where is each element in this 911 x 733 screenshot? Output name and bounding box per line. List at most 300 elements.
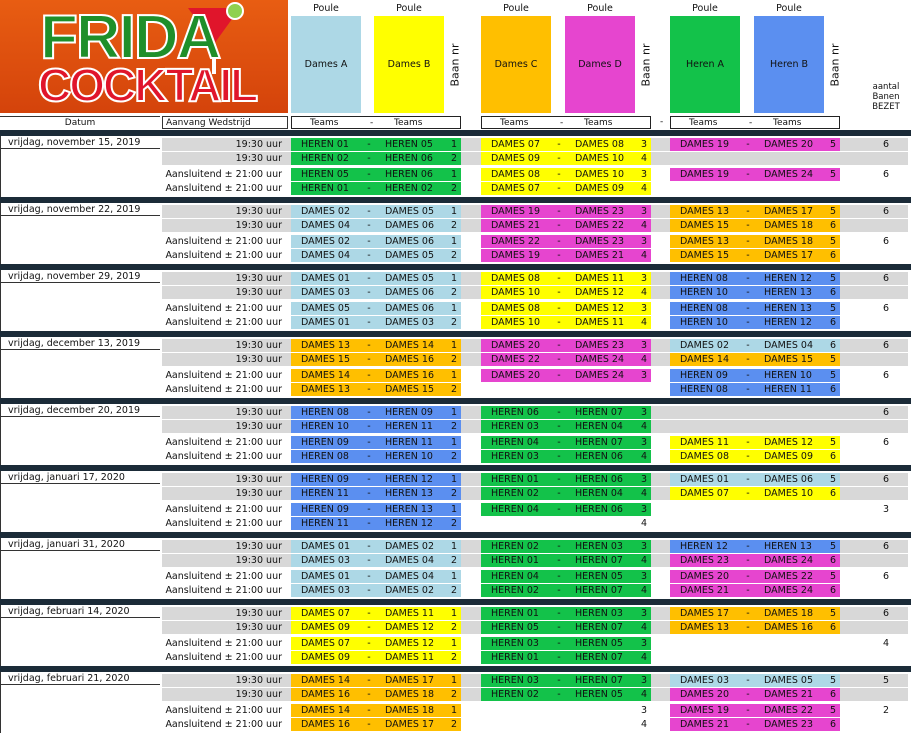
court-number: 1	[447, 235, 461, 248]
date-border	[0, 203, 1, 264]
teams-label: Teams	[773, 118, 802, 128]
away-team: HEREN 13	[375, 487, 447, 500]
teams-header-1	[291, 116, 461, 129]
match-time: 19:30 uur	[162, 272, 288, 285]
away-team: HEREN 07	[565, 621, 637, 634]
team-dash: -	[553, 286, 565, 299]
home-team: HEREN 03	[481, 420, 553, 433]
court-number: 5	[826, 168, 840, 181]
away-team: HEREN 06	[565, 450, 637, 463]
team-dash: -	[742, 473, 754, 486]
away-team: HEREN 10	[754, 369, 826, 382]
date-border	[0, 136, 1, 197]
away-team: HEREN 04	[565, 487, 637, 500]
court-number: 5	[826, 272, 840, 285]
teams-header-3	[670, 116, 840, 129]
away-team: HEREN 07	[565, 554, 637, 567]
team-dash: -	[742, 205, 754, 218]
courts-occupied: 6	[882, 370, 890, 381]
match-time: Aansluitend ± 21:00 uur	[162, 637, 288, 650]
court-number: 3	[637, 272, 651, 285]
away-team: HEREN 06	[565, 503, 637, 516]
teams-label: Teams	[689, 118, 718, 128]
away-team: DAMES 18	[754, 235, 826, 248]
team-dash: -	[363, 487, 375, 500]
away-team: DAMES 12	[565, 302, 637, 315]
team-dash: -	[363, 517, 375, 530]
away-team: DAMES 17	[375, 718, 447, 731]
away-team: HEREN 13	[754, 302, 826, 315]
team-dash: -	[742, 383, 754, 396]
team-dash: -	[553, 540, 565, 553]
home-team: DAMES 19	[481, 249, 553, 262]
home-team: HEREN 05	[481, 621, 553, 634]
team-dash: -	[363, 637, 375, 650]
baan-label: Baan nr	[828, 43, 842, 86]
team-dash: -	[363, 651, 375, 664]
court-number: 4	[637, 353, 651, 366]
court-number: 6	[826, 688, 840, 701]
away-team: DAMES 04	[375, 570, 447, 583]
away-team: DAMES 11	[565, 272, 637, 285]
home-team: DAMES 13	[670, 205, 742, 218]
date-border	[0, 337, 1, 398]
away-team: DAMES 21	[754, 688, 826, 701]
match-time: Aansluitend ± 21:00 uur	[162, 517, 288, 530]
away-team: DAMES 10	[565, 168, 637, 181]
team-dash: -	[363, 316, 375, 329]
away-team: DAMES 24	[754, 584, 826, 597]
court-number: 3	[637, 369, 651, 382]
home-team: DAMES 13	[670, 235, 742, 248]
team-dash: -	[363, 584, 375, 597]
match-time: Aansluitend ± 21:00 uur	[162, 316, 288, 329]
court-number: 3	[637, 704, 651, 717]
home-team: DAMES 01	[291, 570, 363, 583]
teams-dash: -	[370, 118, 374, 128]
away-team: DAMES 09	[565, 182, 637, 195]
match-time: 19:30 uur	[162, 487, 288, 500]
away-team: DAMES 24	[565, 369, 637, 382]
court-number: 6	[826, 487, 840, 500]
away-team: DAMES 18	[754, 219, 826, 232]
courts-occupied: 6	[866, 607, 906, 620]
away-team: DAMES 18	[375, 688, 447, 701]
away-team: DAMES 16	[754, 621, 826, 634]
home-team: DAMES 13	[291, 339, 363, 352]
team-dash: -	[742, 272, 754, 285]
courts-occupied: 6	[866, 540, 906, 553]
home-team: HEREN 11	[291, 517, 363, 530]
court-number: 6	[826, 249, 840, 262]
home-team	[481, 704, 553, 717]
team-dash	[553, 517, 565, 530]
team-dash: -	[363, 570, 375, 583]
courts-occupied: 4	[882, 638, 890, 649]
court-number: 4	[637, 554, 651, 567]
bezet-header: aantal Banen BEZET	[872, 82, 900, 112]
date-border	[0, 538, 1, 599]
home-team: HEREN 04	[481, 436, 553, 449]
court-number: 5	[826, 540, 840, 553]
away-team: HEREN 12	[375, 517, 447, 530]
poule-label: Poule	[313, 3, 339, 14]
court-number: 1	[447, 637, 461, 650]
away-team: DAMES 12	[375, 621, 447, 634]
team-dash: -	[553, 406, 565, 419]
home-team: DAMES 19	[481, 205, 553, 218]
away-team	[565, 704, 637, 717]
away-team: HEREN 11	[754, 383, 826, 396]
home-team: HEREN 10	[670, 316, 742, 329]
home-team: DAMES 16	[291, 688, 363, 701]
home-team: HEREN 05	[291, 168, 363, 181]
court-number: 6	[826, 339, 840, 352]
court-number: 3	[637, 138, 651, 151]
court-number: 2	[447, 152, 461, 165]
team-dash: -	[363, 235, 375, 248]
home-team: HEREN 08	[670, 383, 742, 396]
match-time: 19:30 uur	[162, 406, 288, 419]
team-dash: -	[553, 249, 565, 262]
away-team: HEREN 11	[375, 420, 447, 433]
away-team: DAMES 06	[375, 302, 447, 315]
court-number: 2	[447, 182, 461, 195]
match-time: Aansluitend ± 21:00 uur	[162, 249, 288, 262]
away-team: DAMES 18	[375, 704, 447, 717]
team-dash: -	[363, 450, 375, 463]
away-team: HEREN 07	[565, 436, 637, 449]
home-team: HEREN 08	[291, 406, 363, 419]
home-team: DAMES 20	[481, 369, 553, 382]
away-team: HEREN 05	[565, 637, 637, 650]
poule-label: Poule	[692, 3, 718, 14]
court-number: 6	[826, 450, 840, 463]
home-team: DAMES 02	[670, 339, 742, 352]
court-number: 4	[637, 219, 651, 232]
home-team: HEREN 04	[481, 503, 553, 516]
away-team: DAMES 22	[754, 704, 826, 717]
home-team: DAMES 22	[481, 235, 553, 248]
home-team: DAMES 03	[670, 674, 742, 687]
team-dash: -	[742, 584, 754, 597]
home-team: DAMES 14	[291, 674, 363, 687]
away-team: DAMES 11	[375, 651, 447, 664]
court-number: 2	[447, 219, 461, 232]
team-dash: -	[363, 554, 375, 567]
court-number: 5	[826, 473, 840, 486]
week-date: vrijdag, januari 17, 2020	[0, 471, 160, 484]
courts-occupied: 6	[866, 138, 906, 151]
home-team: DAMES 05	[291, 302, 363, 315]
home-team: DAMES 09	[481, 152, 553, 165]
away-team: HEREN 12	[754, 272, 826, 285]
away-team: DAMES 24	[754, 554, 826, 567]
team-dash: -	[742, 436, 754, 449]
match-time: 19:30 uur	[162, 339, 288, 352]
court-number: 4	[637, 152, 651, 165]
week-date: vrijdag, december 20, 2019	[0, 404, 160, 417]
home-team: DAMES 07	[481, 138, 553, 151]
courts-occupied: 6	[882, 303, 890, 314]
home-team: DAMES 03	[291, 584, 363, 597]
away-team: DAMES 11	[565, 316, 637, 329]
team-dash: -	[742, 316, 754, 329]
team-dash: -	[553, 316, 565, 329]
team-dash: -	[553, 674, 565, 687]
team-dash: -	[742, 554, 754, 567]
home-team	[481, 718, 553, 731]
court-number: 5	[826, 302, 840, 315]
away-team	[565, 517, 637, 530]
poule-label: Poule	[776, 3, 802, 14]
home-team: HEREN 02	[291, 152, 363, 165]
court-number: 3	[637, 205, 651, 218]
court-number: 4	[637, 718, 651, 731]
away-team: DAMES 17	[754, 205, 826, 218]
team-dash: -	[553, 554, 565, 567]
home-team: HEREN 01	[291, 182, 363, 195]
home-team: HEREN 10	[291, 420, 363, 433]
team-dash: -	[742, 607, 754, 620]
away-team: DAMES 23	[565, 339, 637, 352]
court-number: 5	[826, 369, 840, 382]
court-number: 6	[826, 584, 840, 597]
away-team: HEREN 09	[375, 406, 447, 419]
away-team: HEREN 05	[375, 138, 447, 151]
courts-occupied: 6	[882, 169, 890, 180]
court-number: 4	[637, 584, 651, 597]
match-time: Aansluitend ± 21:00 uur	[162, 235, 288, 248]
home-team: HEREN 10	[670, 286, 742, 299]
courts-occupied: 6	[882, 236, 890, 247]
court-number: 1	[447, 302, 461, 315]
team-dash: -	[363, 674, 375, 687]
court-number: 2	[447, 450, 461, 463]
courts-occupied: 6	[866, 406, 906, 419]
home-team: HEREN 06	[481, 406, 553, 419]
team-dash: -	[363, 302, 375, 315]
team-dash: -	[742, 621, 754, 634]
court-number: 4	[637, 651, 651, 664]
home-team: DAMES 09	[291, 621, 363, 634]
home-team: DAMES 04	[291, 249, 363, 262]
home-team: HEREN 01	[481, 473, 553, 486]
team-dash: -	[363, 353, 375, 366]
team-dash: -	[363, 138, 375, 151]
away-team: DAMES 15	[754, 353, 826, 366]
away-team: HEREN 04	[565, 420, 637, 433]
team-dash: -	[363, 607, 375, 620]
away-team: DAMES 24	[754, 168, 826, 181]
court-number: 5	[826, 436, 840, 449]
home-team: DAMES 07	[481, 182, 553, 195]
home-team: HEREN 08	[670, 302, 742, 315]
home-team	[481, 517, 553, 530]
home-team: HEREN 01	[481, 651, 553, 664]
away-team: HEREN 06	[565, 473, 637, 486]
team-dash: -	[742, 302, 754, 315]
away-team: DAMES 20	[754, 138, 826, 151]
home-team: DAMES 20	[670, 688, 742, 701]
aanvang-header: Aanvang Wedstrijd	[162, 116, 288, 129]
home-team: HEREN 09	[670, 369, 742, 382]
court-number: 1	[447, 570, 461, 583]
match-time: Aansluitend ± 21:00 uur	[162, 584, 288, 597]
team-dash: -	[553, 235, 565, 248]
pool-header-2: Dames B	[374, 16, 444, 113]
team-dash: -	[553, 339, 565, 352]
team-dash: -	[742, 249, 754, 262]
home-team: HEREN 02	[481, 540, 553, 553]
home-team: DAMES 15	[670, 249, 742, 262]
match-time: Aansluitend ± 21:00 uur	[162, 168, 288, 181]
team-dash: -	[363, 272, 375, 285]
home-team: DAMES 07	[291, 637, 363, 650]
courts-occupied: 6	[866, 205, 906, 218]
home-team: HEREN 03	[481, 637, 553, 650]
away-team: HEREN 06	[375, 168, 447, 181]
team-dash: -	[363, 205, 375, 218]
away-team: HEREN 13	[754, 286, 826, 299]
team-dash: -	[553, 152, 565, 165]
team-dash: -	[742, 487, 754, 500]
away-team: DAMES 23	[565, 235, 637, 248]
match-time: 19:30 uur	[162, 554, 288, 567]
team-dash: -	[742, 339, 754, 352]
court-number: 6	[826, 286, 840, 299]
away-team: DAMES 23	[565, 205, 637, 218]
away-team: HEREN 12	[754, 316, 826, 329]
week-date: vrijdag, februari 21, 2020	[0, 672, 160, 685]
court-number: 3	[637, 570, 651, 583]
court-number: 2	[447, 554, 461, 567]
lime-icon	[226, 2, 244, 20]
home-team: DAMES 16	[291, 718, 363, 731]
team-dash: -	[553, 420, 565, 433]
team-dash: -	[363, 420, 375, 433]
away-team: DAMES 04	[754, 339, 826, 352]
match-time: 19:30 uur	[162, 138, 288, 151]
away-team: DAMES 18	[754, 607, 826, 620]
team-dash: -	[553, 436, 565, 449]
pool-header-5: Heren A	[670, 16, 740, 113]
team-dash: -	[553, 473, 565, 486]
team-dash: -	[553, 607, 565, 620]
away-team: DAMES 06	[375, 235, 447, 248]
away-team: HEREN 05	[565, 570, 637, 583]
team-dash: -	[363, 718, 375, 731]
away-team: HEREN 10	[375, 450, 447, 463]
team-dash: -	[363, 473, 375, 486]
pool-header-4: Dames D	[565, 16, 635, 113]
away-team: DAMES 15	[375, 383, 447, 396]
court-number: 2	[447, 584, 461, 597]
team-dash: -	[553, 570, 565, 583]
court-number: 3	[637, 674, 651, 687]
match-time: Aansluitend ± 21:00 uur	[162, 704, 288, 717]
court-number: 2	[447, 420, 461, 433]
team-dash: -	[742, 219, 754, 232]
match-time: Aansluitend ± 21:00 uur	[162, 302, 288, 315]
away-team: DAMES 22	[565, 219, 637, 232]
away-team: DAMES 17	[754, 249, 826, 262]
team-dash: -	[553, 182, 565, 195]
baan-label: Baan nr	[639, 43, 653, 86]
team-dash: -	[363, 688, 375, 701]
court-number: 3	[637, 235, 651, 248]
home-team: HEREN 02	[481, 487, 553, 500]
away-team: HEREN 12	[375, 473, 447, 486]
away-team: DAMES 12	[375, 637, 447, 650]
team-dash: -	[553, 637, 565, 650]
date-border	[0, 270, 1, 331]
court-number: 6	[826, 383, 840, 396]
home-team: DAMES 07	[291, 607, 363, 620]
courts-occupied: 6	[882, 571, 890, 582]
home-team: HEREN 09	[291, 473, 363, 486]
home-team: DAMES 14	[670, 353, 742, 366]
poule-label: Poule	[396, 3, 422, 14]
team-dash: -	[553, 272, 565, 285]
court-number: 6	[826, 621, 840, 634]
team-dash: -	[553, 168, 565, 181]
away-team: HEREN 07	[565, 584, 637, 597]
date-border	[0, 404, 1, 465]
match-time: 19:30 uur	[162, 473, 288, 486]
team-dash: -	[553, 503, 565, 516]
home-team: HEREN 03	[481, 674, 553, 687]
away-team: DAMES 06	[375, 286, 447, 299]
team-dash: -	[363, 168, 375, 181]
home-team: DAMES 13	[291, 383, 363, 396]
match-time: 19:30 uur	[162, 540, 288, 553]
match-time: Aansluitend ± 21:00 uur	[162, 369, 288, 382]
match-time: Aansluitend ± 21:00 uur	[162, 718, 288, 731]
away-team: DAMES 21	[565, 249, 637, 262]
court-number: 3	[637, 168, 651, 181]
team-dash: -	[553, 205, 565, 218]
court-number: 1	[447, 138, 461, 151]
baan-label: Baan nr	[448, 43, 462, 86]
away-team: DAMES 12	[565, 286, 637, 299]
court-number: 5	[826, 235, 840, 248]
court-number: 1	[447, 436, 461, 449]
poule-label: Poule	[503, 3, 529, 14]
away-team: DAMES 17	[375, 674, 447, 687]
away-team: DAMES 06	[375, 219, 447, 232]
baan-header-1	[446, 16, 464, 113]
match-time: 19:30 uur	[162, 205, 288, 218]
court-number: 2	[447, 249, 461, 262]
week-date: vrijdag, februari 14, 2020	[0, 605, 160, 618]
team-dash: -	[553, 688, 565, 701]
pool-header-6: Heren B	[754, 16, 824, 113]
team-dash: -	[363, 369, 375, 382]
away-team: DAMES 08	[565, 138, 637, 151]
court-number: 3	[637, 473, 651, 486]
team-dash: -	[363, 621, 375, 634]
home-team: DAMES 21	[481, 219, 553, 232]
court-number: 3	[637, 607, 651, 620]
court-number: 3	[637, 436, 651, 449]
teams-label: Teams	[500, 118, 529, 128]
week-date: vrijdag, november 29, 2019	[0, 270, 160, 283]
court-number: 4	[637, 286, 651, 299]
away-team: DAMES 10	[754, 487, 826, 500]
away-team: DAMES 16	[375, 369, 447, 382]
home-team: DAMES 10	[481, 286, 553, 299]
